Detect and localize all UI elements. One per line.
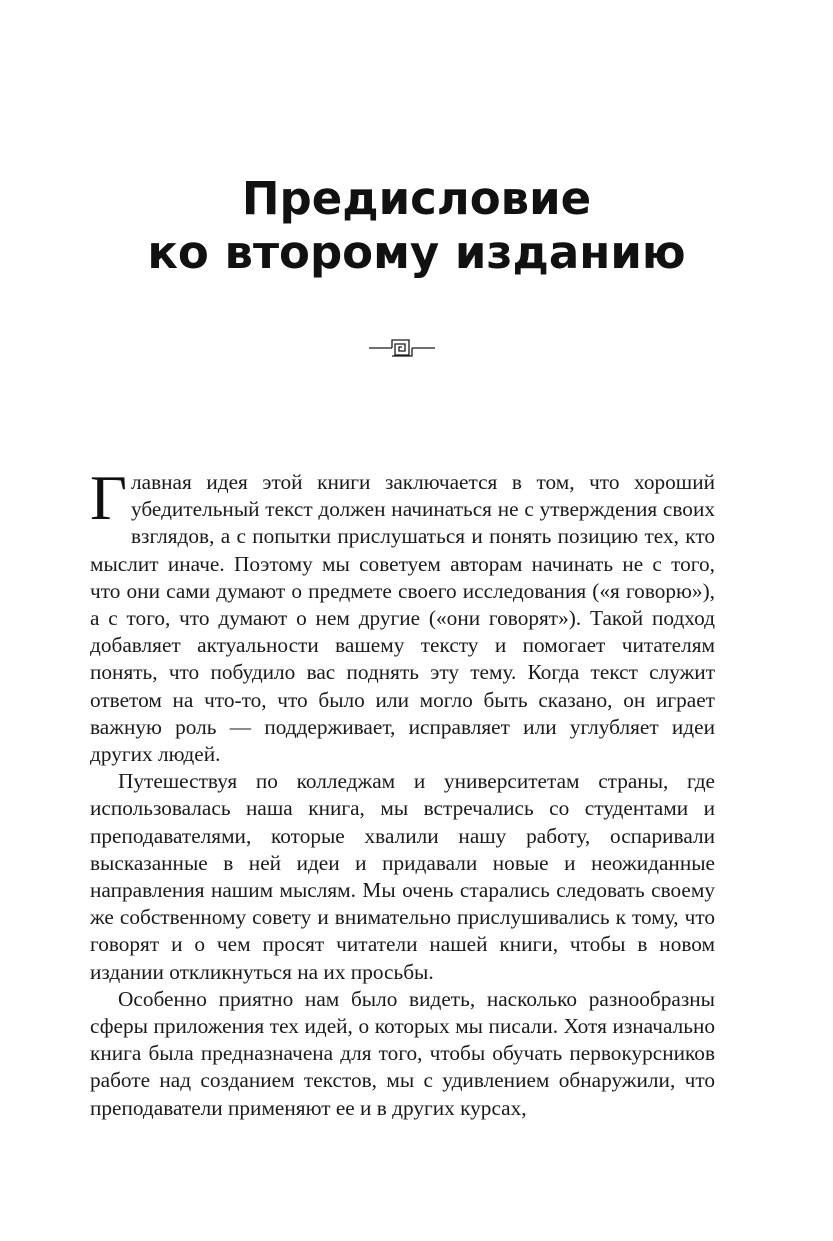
chapter-title-line-1: Предисловие bbox=[241, 172, 592, 225]
meander-ornament-icon bbox=[369, 336, 435, 360]
chapter-title bbox=[0, 172, 833, 280]
paragraph-3: Особенно приятно нам было видеть, насколько разнообразны сферы приложения тех идей, о которых мы писали. Хотя изначально книга была предназначена для того, чтобы обучать первокурсников работе над созданием текстов, мы с удивлением обнаружили, что преподаватели применяют ее и в других курсах, bbox=[90, 986, 715, 1120]
paragraph-1 bbox=[90, 462, 715, 768]
paragraph-1-text: лавная идея этой книги заключается в том, что хороший убедительный текст должен начинаться не с утверждения своих взглядов, а с попытки прислушаться и понять позицию тех, кто мыслит иначе. Поэтому мы советуем авторам начинать не с того, что они сами думают о предмете своего исследования («я говорю»), а с того, что думают о нем другие («они говорят»). Такой подход добавляет актуальности вашему тексту и помогает читателям понять, что побудило вас поднять эту тему. Когда текст служит ответом на что-то, что было или могло быть сказано, он играет важную роль — поддерживает, исправляет или углубляет идеи других людей. bbox=[90, 470, 715, 767]
paragraph-2: Путешествуя по колледжам и университетам страны, где использовалась наша книга, мы встречались со студентами и преподавателями, которые хвалили нашу работу, оспаривали высказанные в ней идеи и придавали новые и неожиданные направления нашим мыслям. Мы очень старались следовать своему же собственному совету и внимательно прислушивались к тому, что говорят и о чем просят читатели нашей книги, чтобы в новом издании откликнуться на их просьбы. bbox=[90, 769, 715, 984]
chapter-title-line-2: ко второму изданию bbox=[147, 226, 686, 279]
drop-cap: Г bbox=[90, 462, 127, 533]
body-text bbox=[90, 462, 715, 1122]
